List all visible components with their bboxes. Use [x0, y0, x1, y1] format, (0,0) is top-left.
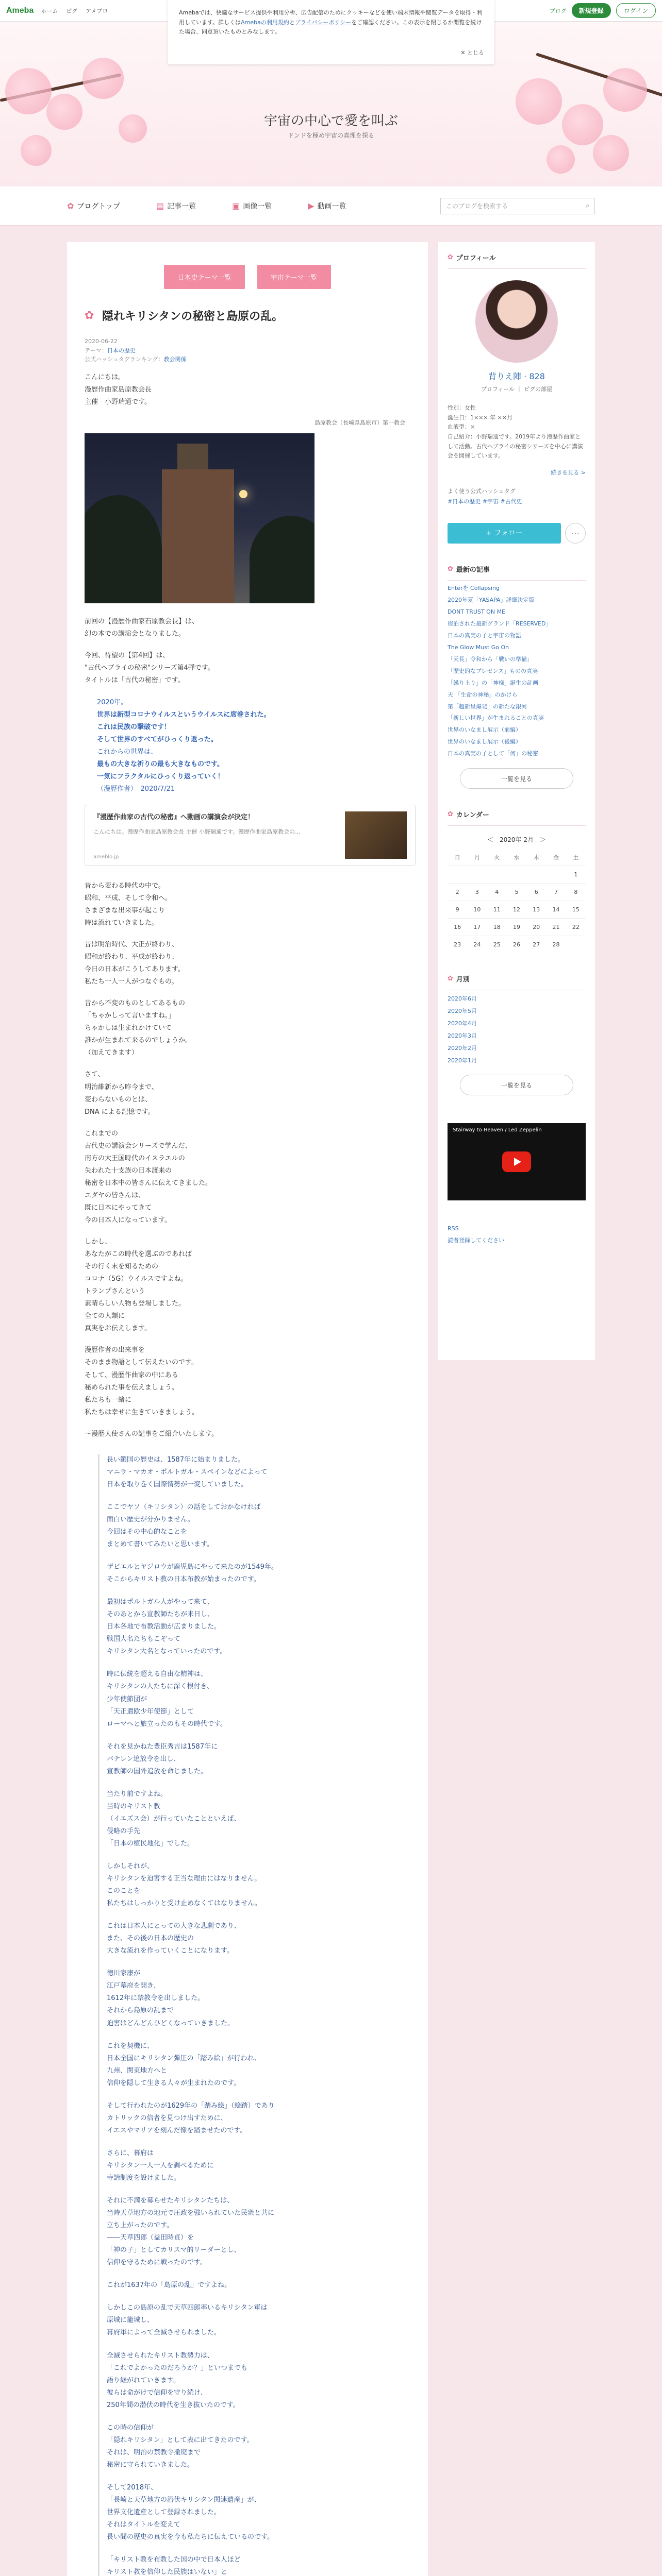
text-line: 昔から変わる時代の中で。 [85, 882, 165, 890]
recent-entry-link[interactable]: 宿泊された最新グランド「RESERVED」 [448, 620, 552, 627]
quote-paragraph: 「キリスト教を布教した国の中で日本人ほど キリスト教を信仰した民族はいない」と [107, 2556, 241, 2576]
text-line: 既に日本にやってきて [85, 1204, 152, 1212]
recent-entry-link[interactable]: DONT TRUST ON ME [448, 608, 506, 615]
entry-date: 2020-06-22 [85, 338, 118, 345]
blossom-decoration [547, 145, 575, 174]
text-line: その行く末を知るための [85, 1263, 159, 1271]
quote-paragraph: これが1637年の「島原の乱」ですよね。 [107, 2281, 231, 2290]
text-line: 昭和、平成、そして令和へ。 [85, 894, 172, 902]
video-icon: ▶ [308, 201, 315, 211]
text-line: 昭和が終わり、平成が終わり、 [85, 953, 179, 961]
calendar-month-nav[interactable]: ＜ 2020年 2月 ＞ [487, 836, 546, 844]
calendar-day[interactable]: 17 [467, 919, 487, 936]
calendar-week-row [448, 919, 586, 936]
nav-label: ブログトップ [77, 202, 120, 211]
calendar-heading-label: カレンダー [456, 811, 490, 820]
calendar-day[interactable]: 21 [546, 919, 566, 936]
link-card-text [93, 811, 345, 859]
calendar-day[interactable]: 7 [546, 884, 566, 901]
blog-link[interactable]: ブログ [549, 7, 567, 14]
terms-link[interactable]: Amebaの利用規約 [241, 19, 289, 26]
quote-paragraph: さらに、幕府は キリシタン一人一人を調べるために 寺請制度を設けました。 [107, 2149, 214, 2182]
notice-mid: と [289, 19, 295, 26]
highlight-line: （漫歴作者） [97, 785, 134, 793]
calendar-day [526, 866, 546, 884]
highlight-line: 2020/7/21 [140, 785, 175, 793]
quote-block [98, 1454, 410, 2576]
theme-label: テーマ： [85, 347, 107, 354]
link-card-thumbnail [345, 811, 407, 859]
more-options-icon[interactable]: ⋯ [565, 523, 586, 544]
entry-meta [85, 337, 412, 364]
entry-theme-row [85, 346, 412, 355]
calendar-week-row [448, 866, 586, 884]
highlight-line: 最もの大きな祈りの最も大きなものです。 [97, 760, 224, 768]
recent-section [438, 554, 595, 799]
calendar-weekday: 木 [533, 854, 539, 861]
greeting [85, 371, 410, 409]
paragraph-1 [85, 616, 410, 640]
calendar-day[interactable]: 4 [487, 884, 507, 901]
profile-links[interactable]: プロフィール ｜ ピグの部屋 [481, 386, 552, 393]
recent-heading-label: 最新の記事 [456, 566, 490, 574]
text-line: （加えてきます） [85, 1049, 139, 1057]
text-line: 変わらないものとは、 [85, 1095, 152, 1104]
blossom-decoration [21, 135, 52, 166]
archive-month-link[interactable]: 2020年2月 [448, 1045, 477, 1052]
text-line: ユダヤの皆さんは、 [85, 1191, 145, 1199]
calendar-weekday: 月 [474, 854, 480, 861]
theme-button-space[interactable]: 宇宙テーマ一覧 [257, 265, 331, 289]
calendar-day [566, 936, 586, 954]
profile-heading-label: プロフィール [456, 255, 496, 262]
quote-paragraph: これは日本人にとっての大きな悲劇であり、 また、その後の日本の歴史の 大きな流れを作っていくことになります。 [107, 1922, 241, 1955]
calendar-table [448, 849, 586, 953]
blog-title[interactable]: 宇宙の中心で愛を叫ぶ [263, 113, 398, 129]
login-button[interactable]: ログイン [616, 3, 656, 18]
body-paragraph [85, 1128, 410, 1227]
search-placeholder: このブログを検索する [446, 202, 508, 210]
follow-row [448, 523, 586, 544]
recent-entry-link[interactable]: 天 「生命の神秘」のかけら [448, 691, 518, 698]
image-icon: ▣ [232, 201, 240, 211]
text-line: 昔から不変のものとしてあるもの [85, 999, 186, 1008]
calendar-day[interactable]: 20 [526, 919, 546, 936]
calendar-day[interactable]: 23 [448, 936, 467, 954]
text-line: 誰かが生まれて来るのでしょうか。 [85, 1037, 192, 1045]
recent-entry-link[interactable]: 日本の真実の子として「何」の秘密 [448, 750, 538, 757]
quote-intro: 〜漫歴大使さんの記事をご紹介いたします。 [85, 1430, 218, 1438]
recent-list-button[interactable]: 一覧を見る [460, 768, 573, 789]
text-line: これまでの [85, 1129, 119, 1138]
photo-tree [250, 516, 315, 603]
photo-caption: 島原教会（長崎県島原市）第一教会 [315, 419, 405, 426]
calendar-day[interactable]: 3 [467, 884, 487, 901]
intro-paragraph [85, 880, 410, 929]
calendar-day[interactable]: 5 [507, 884, 526, 901]
recent-heading [448, 564, 586, 581]
text-line: 昔は明治時代、大正が終わり、 [85, 941, 179, 949]
church-photo[interactable] [85, 433, 315, 603]
quote-paragraph: 長い鎖国の歴史は、1587年に始まりました。 マニラ・マカオ・ポルトガル・スペインなどによって 日本を取り巻く国際情勢が一変していました。 [107, 1455, 268, 1488]
quote-paragraph: そして行われたのが1629年の「踏み絵」（絵踏）であり カトリックの信者を見つけ出すために、 イエスやマリアを刻んだ像を踏ませたのです。 [107, 2102, 275, 2134]
text-line: タイトルは「古代の秘密」です。 [85, 676, 185, 685]
archive-heading [448, 974, 586, 990]
calendar-week-row [448, 884, 586, 901]
calendar-day[interactable]: 10 [467, 901, 487, 919]
text-line: "古代ヘブライの秘密"シリーズ第4弾です。 [85, 664, 214, 672]
calendar-section [438, 799, 595, 963]
quote-paragraph: これを契機に、 日本全国にキリシタン弾圧の「踏み絵」が行われ、 九州、関東地方へと 信仰を隠して生きる人々が生まれたのです。 [107, 2042, 261, 2087]
text-line: ちゃかしは生まれかけていて [85, 1024, 172, 1032]
text-line: 今回、待望の【第4回】は、 [85, 652, 170, 660]
video-title: Stairway to Heaven / Led Zeppelin [453, 1127, 542, 1133]
calendar-weekday: 日 [454, 854, 460, 861]
archive-list [448, 994, 586, 1064]
highlight-line: 世界は新型コロナウイルスというウイルスに席巻された。 [97, 710, 271, 719]
quote-paragraph: それを見かねた豊臣秀吉は1587年に バテレン追放令を出し、 宣教師の国外追放を命じました。 [107, 1742, 218, 1775]
quote-paragraph: 全滅させられたキリスト教勢力は、 「これでよかったのだろうか？」といつまでも 語り継がれていきます。 彼らは命がけで信仰を守り続け、 250年間の潜伏の時代を生き抜いたのです。 [107, 2351, 248, 2409]
highlight-line: 2020年。 [97, 698, 128, 706]
calendar-day[interactable]: 9 [448, 901, 467, 919]
blossom-icon: ✿ [448, 810, 453, 819]
calendar-day[interactable]: 1 [566, 866, 586, 884]
text-line: コロナ（5G）ウイルスですよね。 [85, 1275, 188, 1283]
recent-entry-link[interactable]: 世界のいなまし展示（前編） [448, 726, 521, 734]
main-column [67, 242, 428, 2576]
notice-text: Amebaでは、快適なサービス提供や利用分析、広告配信のためにクッキーなどを使い端末情報や閲覧データを取得・利用しています。詳しくは [179, 9, 483, 26]
profile-text: 性別：女性 誕生日：1××× 年 ××月 血液型：× 自己紹介：小野瑞通です。2019年より漫歴作曲家として活動。古代ヘブライの秘密シリーズを中心に講演会を開催しています。 [448, 404, 583, 460]
notice-end: をご確認ください。この表示を閉じるか閲覧を続けた場合、同意頂いたものとみなします。 [179, 19, 482, 36]
text-line: 今の日本人になっています。 [85, 1216, 171, 1224]
text-line: 「ちゃかしって言いますね。」 [85, 1012, 175, 1020]
ameba-link-home[interactable]: ホーム [41, 7, 58, 14]
follow-button[interactable]: + フォロー [448, 523, 561, 544]
recent-entry-link[interactable]: 「繰り上り」の「神様」誕生の計画 [448, 679, 538, 686]
calendar-day[interactable]: 6 [526, 884, 546, 901]
register-button[interactable]: 新規登録 [572, 3, 611, 18]
rss-section [438, 1211, 595, 1255]
calendar-day[interactable]: 15 [566, 901, 586, 919]
calendar-day[interactable]: 22 [566, 919, 586, 936]
text-line: 幻の本での講演会となりました。 [85, 630, 186, 638]
calendar-day [448, 866, 467, 884]
archive-section [438, 963, 595, 1106]
body-paragraph [85, 1069, 410, 1118]
nav-entry-list[interactable] [156, 201, 196, 211]
blossom-icon: ✿ [85, 309, 94, 322]
text-line: 私たちは幸せに生きていきましょう。 [85, 1408, 199, 1416]
cookie-notice [168, 0, 494, 64]
quote-paragraph: 時に伝統を超える自由な精神は、 キリシタンの人たちに深く根付き、 少年使節団が 「天正遣欧少年使節」として ローマへと旅立ったのもその時代です。 [107, 1670, 227, 1728]
archive-month-link[interactable]: 2020年6月 [448, 995, 477, 1003]
recent-entry-link[interactable]: 第「超新星爆発」の新たな銀河 [448, 703, 527, 710]
ameba-logo[interactable]: Ameba [6, 6, 34, 15]
blossom-decoration [593, 135, 629, 171]
nav-label: 動画一覧 [317, 202, 346, 211]
calendar-day[interactable]: 26 [507, 936, 526, 954]
calendar-day[interactable]: 19 [507, 919, 526, 936]
archive-month-link[interactable]: 2020年5月 [448, 1008, 477, 1015]
calendar-week-row [448, 901, 586, 919]
text-line: 時は流れていきました。 [85, 919, 159, 927]
profile-more-link[interactable]: 続きを見る > [551, 469, 586, 477]
profile-heading [448, 252, 586, 269]
archive-month-link[interactable]: 2020年4月 [448, 1020, 477, 1027]
text-line: 失われた十支族の日本渡来の [85, 1166, 172, 1175]
hashtag-link[interactable]: 教会関係 [163, 356, 187, 363]
text-line: 私たち一人一人がつなぐもの。 [85, 978, 178, 986]
theme-buttons [67, 265, 428, 289]
blossom-icon: ✿ [448, 975, 453, 983]
video-section [438, 1106, 595, 1211]
blossom-icon: ✿ [448, 253, 453, 261]
blossom-icon: ✿ [448, 565, 453, 573]
calendar-day[interactable]: 16 [448, 919, 467, 936]
recent-entry-link[interactable]: 「歴史的なプレゼンス」ものの真実 [448, 667, 538, 674]
calendar-day[interactable]: 2 [448, 884, 467, 901]
quote-paragraph: ここでヤソ（キリシタン）の話をしておかなければ 面白い歴史が分かりません。 今回はその中心的なことを まとめて書いてみたいと思います。 [107, 1503, 261, 1549]
embedded-video[interactable] [448, 1123, 586, 1200]
text-line: しかし、 [85, 1238, 112, 1246]
calendar-day[interactable]: 18 [487, 919, 507, 936]
recent-entry-link[interactable]: 「新しい世界」が生まれることの真実 [448, 715, 544, 722]
calendar-weekday: 水 [514, 854, 520, 861]
rss-link[interactable]: RSS [448, 1225, 459, 1232]
calendar-weekday: 火 [494, 854, 500, 861]
intro-line: 漫歴作曲家島原教会長 [85, 385, 152, 394]
calendar-day[interactable]: 27 [526, 936, 546, 954]
link-card-source: ameblo.jp [93, 854, 119, 860]
text-line: 漫歴作者の出来事を [85, 1346, 145, 1354]
nav-label: 画像一覧 [243, 202, 272, 211]
ameba-link-pigg[interactable]: ピグ [66, 7, 78, 14]
nav-image-list[interactable] [232, 201, 272, 211]
notice-close-button[interactable]: ✕ とじる [460, 49, 484, 57]
blog-search-input[interactable] [440, 198, 595, 214]
blog-subtitle: ドンドを極め宇宙の真理を探る [287, 132, 374, 139]
quote-paragraph: しかしこの島原の乱で天草四郎率いるキリシタン軍は 原城に籠城し、 幕府軍によって全滅させられました。 [107, 2304, 268, 2337]
link-card-title: 『漫歴作曲家の古代の秘密』へ動画の講演会が決定！ [93, 813, 255, 821]
recent-entry-link[interactable]: 2020年夏「YASAPA」詳細決定版 [448, 597, 535, 604]
entry-header [85, 308, 412, 324]
photo-tree [85, 495, 162, 603]
intro-paragraph [85, 939, 410, 988]
blossom-decoration [603, 68, 647, 112]
text-line: 明治維新から昨今まで、 [85, 1083, 158, 1091]
text-line: あなたがこの時代を選ぶのであれば [85, 1250, 192, 1259]
highlight-line: 一気にフラクタルにひっくり返っていく！ [97, 772, 224, 781]
blog-nav [0, 187, 662, 226]
intro-line: 主催 小野瑞通です。 [85, 398, 151, 406]
recent-entry-link[interactable]: 日本の真実の子と宇宙の物語 [448, 632, 521, 639]
privacy-link[interactable]: プライバシーポリシー [294, 19, 352, 26]
link-card[interactable] [85, 805, 416, 866]
highlight-line: そして世界のすべてがひっくり返った。 [97, 735, 218, 743]
greeting-line: こんにちは。 [85, 373, 125, 381]
search-icon[interactable]: ⌕ [586, 202, 589, 209]
theme-button-history[interactable]: 日本史テーマ一覧 [164, 265, 244, 289]
photo-building [162, 469, 234, 603]
entry-title[interactable]: 隠れキリシタンの秘密と島原の乱。 [102, 310, 284, 323]
quote-paragraph: しかしそれが、 キリシタンを迫害する正当な理由にはなりません。 このことを 私たちはしっかりと受け止めなくてはなりません。 [107, 1862, 261, 1908]
text-line: 私たちも一緒に [85, 1396, 132, 1404]
archive-month-link[interactable]: 2020年1月 [448, 1057, 477, 1064]
theme-link[interactable]: 日本の歴史 [107, 347, 136, 354]
calendar-day [507, 866, 526, 884]
quote-paragraph: それに不満を募らせたキリシタンたちは、 当時天草地方の地元で圧政を強いられていた民衆と共に 立ち上がったのです。 ――天草四郎（益田時貞）を 「神の子」としてカリスマ的リーダーとし、 信仰を守るために戦ったのです。 [107, 2197, 275, 2267]
play-icon[interactable] [502, 1151, 531, 1172]
text-line: トランプさんという [85, 1287, 145, 1296]
archive-month-link[interactable]: 2020年3月 [448, 1032, 477, 1040]
calendar-day [467, 866, 487, 884]
text-line: 素晴らしい人物も登場しました。 [85, 1300, 186, 1308]
ameba-links [41, 7, 114, 15]
body-paragraph [85, 997, 410, 1059]
text-line: 全ての人類に [85, 1312, 125, 1320]
calendar-day[interactable]: 24 [467, 936, 487, 954]
calendar-week-row [448, 936, 586, 954]
text-line: 秘密を日本中の皆さんに伝えてきました。 [85, 1179, 212, 1187]
hashtag-row [85, 355, 412, 364]
profile-name[interactable]: 背りえ陣 · 828 [488, 371, 545, 381]
ameba-link-ameblo[interactable]: アメブロ [86, 7, 108, 14]
quote-paragraph: ザビエルとヤジロウが鹿児島にやって来たのが1549年。 そこからキリスト教の日本布教が始まったのです。 [107, 1563, 278, 1584]
paragraph-2 [85, 650, 410, 687]
hashtag-label: よく使う公式ハッシュタグ [448, 488, 516, 495]
nav-label: 記事一覧 [167, 202, 196, 211]
calendar-heading [448, 809, 586, 826]
archive-heading-label: 月別 [456, 976, 470, 984]
text-line: さて、 [85, 1071, 105, 1079]
text-line: 南方の大王国時代のイスラエルの [85, 1154, 185, 1162]
nav-video-list[interactable] [308, 201, 346, 211]
avatar[interactable] [475, 280, 558, 363]
calendar-day[interactable]: 25 [487, 936, 507, 954]
entry-body [82, 364, 412, 2576]
quote-paragraph: 当たり前ですよね。 当時のキリスト教 （イエズス会）が行っていたことといえば、 侵略の手先 「日本の植民地化」でした。 [107, 1790, 241, 1848]
calendar-day[interactable]: 28 [546, 936, 566, 954]
text-line: そして、漫歴作曲家の中にある [85, 1371, 178, 1379]
calendar-header-row [448, 849, 586, 866]
blossom-icon: ✿ [67, 201, 74, 211]
body-paragraph [85, 1236, 410, 1335]
calendar-day[interactable]: 14 [546, 901, 566, 919]
hashtag-label: 公式ハッシュタグランキング： [85, 356, 164, 363]
body-paragraph [85, 1344, 410, 1418]
calendar-day[interactable]: 8 [566, 884, 586, 901]
highlight-line: これは民族の撃破です！ [97, 723, 171, 731]
text-line: 真実をお伝えします。 [85, 1325, 151, 1333]
quote-paragraph: 徳川家康が 江戸幕府を開き、 1612年に禁教令を出しました。 それから島原の乱まで 迫害はどんどんひどくなっていきました。 [107, 1970, 235, 2027]
hashtag-links[interactable]: #日本の歴史 #宇宙 #古代史 [448, 498, 522, 505]
photo-lamp [239, 490, 247, 498]
text-line: 前回の【漫歴作曲家石原教会長】は、 [85, 618, 199, 626]
text-line: さまざまな出来事が起こり [85, 906, 166, 914]
calendar-day[interactable]: 13 [526, 901, 546, 919]
archive-list-button[interactable]: 一覧を見る [460, 1075, 573, 1095]
quote-paragraph: 最初はポルトガル人がやって来て、 そのあとから宣教師たちが来日し、 日本各地で布教活動が広まりました。 戦国大名たちもこぞって キリシタン大名となっていったのです。 [107, 1598, 227, 1656]
text-line: DNA による記憶です。 [85, 1108, 155, 1116]
recent-entry-link[interactable]: 「天長」令和から「戦いの準備」 [448, 655, 533, 663]
calendar-day [546, 866, 566, 884]
hashtag-section [448, 487, 586, 505]
amebar-right [550, 3, 656, 18]
profile-section [438, 242, 595, 554]
sidebar [438, 242, 595, 1360]
quote-paragraph: そして2018年、 「長崎と天草地方の潜伏キリシタン関連遺産」が、 世界文化遺産として登録されました。 それはタイトルを変えて 長い間の歴史の真実を今も私たちに伝えているのです。 [107, 2483, 274, 2541]
calendar-weekday: 金 [553, 854, 559, 861]
recent-entry-link[interactable]: Enterを Collapsing [448, 585, 500, 592]
blossom-decoration [82, 58, 124, 99]
text-line: 古代史の講演会シリーズで学んだ、 [85, 1142, 192, 1150]
highlight-block [97, 697, 410, 795]
calendar-day[interactable]: 11 [487, 901, 507, 919]
reader-register-link[interactable]: 読者登録してください [448, 1237, 504, 1244]
recent-entry-link[interactable]: 世界のいなまし展示（後編） [448, 738, 521, 745]
list-icon: ▤ [156, 201, 164, 211]
calendar-weekday: 土 [573, 854, 579, 861]
entry [67, 308, 428, 2576]
recent-entry-link[interactable]: The Glow Must Go On [448, 643, 509, 651]
text-line: 秘められた事を伝えましょう。 [85, 1383, 179, 1392]
link-card-desc: こんにちは。漫歴作曲家島原教会長 主催 小野瑞通です。漫歴作曲家島原教会の... [93, 828, 301, 835]
blossom-decoration [5, 68, 52, 114]
nav-blog-top[interactable] [67, 201, 120, 211]
recent-list [448, 584, 586, 758]
calendar-day[interactable]: 12 [507, 901, 526, 919]
calendar-day [487, 866, 507, 884]
highlight-line: これからの世界は、 [97, 748, 158, 756]
quote-paragraph: この時の信仰が 「隠れキリシタン」として表に出てきたのです。 それは、明治の禁教令撤廃まで 秘密に守られていきました。 [107, 2424, 254, 2469]
text-line: 今日の日本がこうしてあります。 [85, 965, 185, 974]
text-line: そのまま物語として伝えたいのです。 [85, 1359, 198, 1367]
